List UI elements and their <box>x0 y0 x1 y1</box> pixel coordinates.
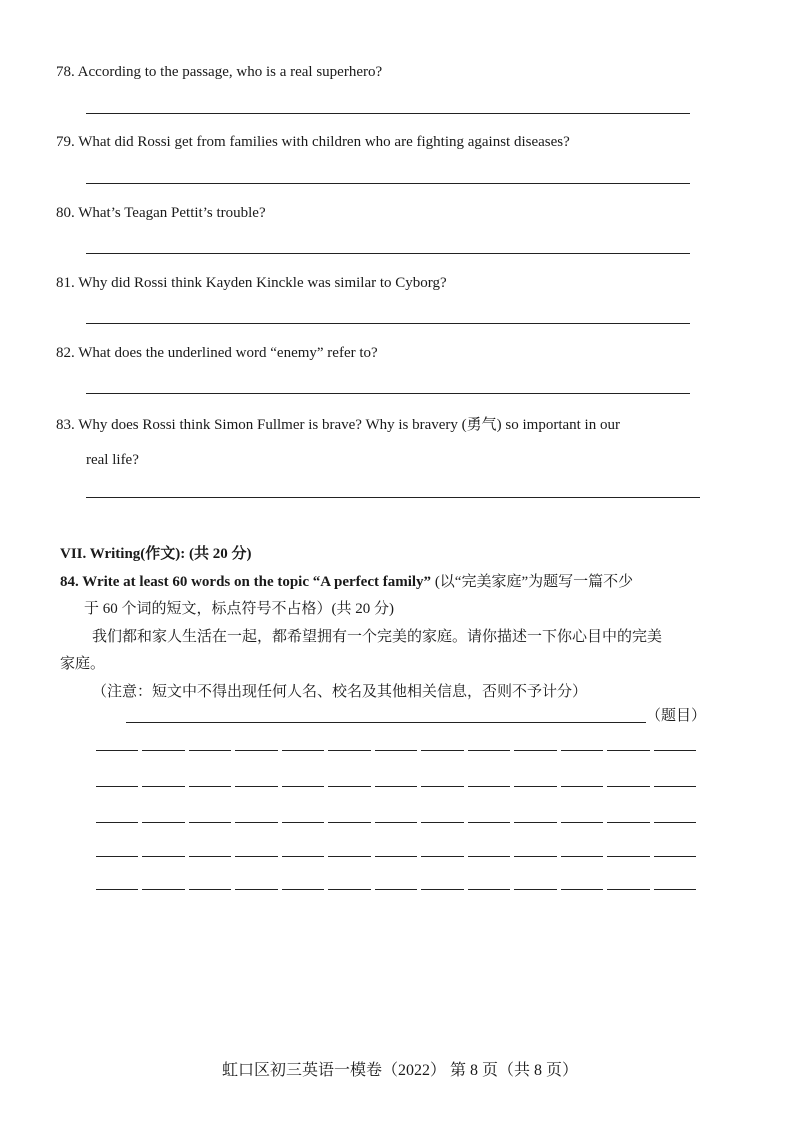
question-78: 78. According to the passage, who is a real superhero? <box>56 64 383 80</box>
question-81: 81. Why did Rossi think Kayden Kinckle was similar to Cyborg? <box>56 275 447 291</box>
title-label: （题目） <box>646 708 707 724</box>
writing-instruction: 我们都和家人生活在一起，都希望拥有一个完美的家庭。请你描述一下你心目中的完美 <box>92 629 663 645</box>
writing-prompt-zh-continued: 于 60 个词的短文，标点符号不占格）(共 20 分) <box>84 601 394 617</box>
question-82: 82. What does the underlined word “enemy” refer to? <box>56 345 378 361</box>
answer-line-79[interactable] <box>86 183 690 184</box>
answer-line-81[interactable] <box>86 323 690 324</box>
question-80: 80. What’s Teagan Pettit’s trouble? <box>56 205 266 221</box>
question-83: 83. Why does Rossi think Simon Fullmer is brave? Why is bravery (勇气) so important in our <box>56 417 620 433</box>
writing-prompt-zh: (以“完美家庭”为题写一篇不少 <box>434 574 634 590</box>
writing-section-title: VII. Writing(作文): (共 20 分) <box>60 546 252 562</box>
title-line[interactable] <box>126 722 646 723</box>
writing-note: （注意：短文中不得出现任何人名、校名及其他相关信息，否则不予计分） <box>92 684 588 700</box>
writing-prompt <box>60 570 633 591</box>
answer-line-80[interactable] <box>86 253 690 254</box>
question-79: 79. What did Rossi get from families with children who are fighting against diseases? <box>56 134 570 150</box>
page-footer: 虹口区初三英语一模卷（2022） 第 8 页（共 8 页） <box>221 1062 578 1079</box>
question-83-continued: real life? <box>86 452 139 468</box>
answer-line-82[interactable] <box>86 393 690 394</box>
writing-prompt-en: 84. Write at least 60 words on the topic “A perfect family” <box>60 574 432 590</box>
writing-instruction-continued: 家庭。 <box>60 656 106 672</box>
answer-line-83[interactable] <box>86 497 700 498</box>
answer-line-78[interactable] <box>86 113 690 114</box>
